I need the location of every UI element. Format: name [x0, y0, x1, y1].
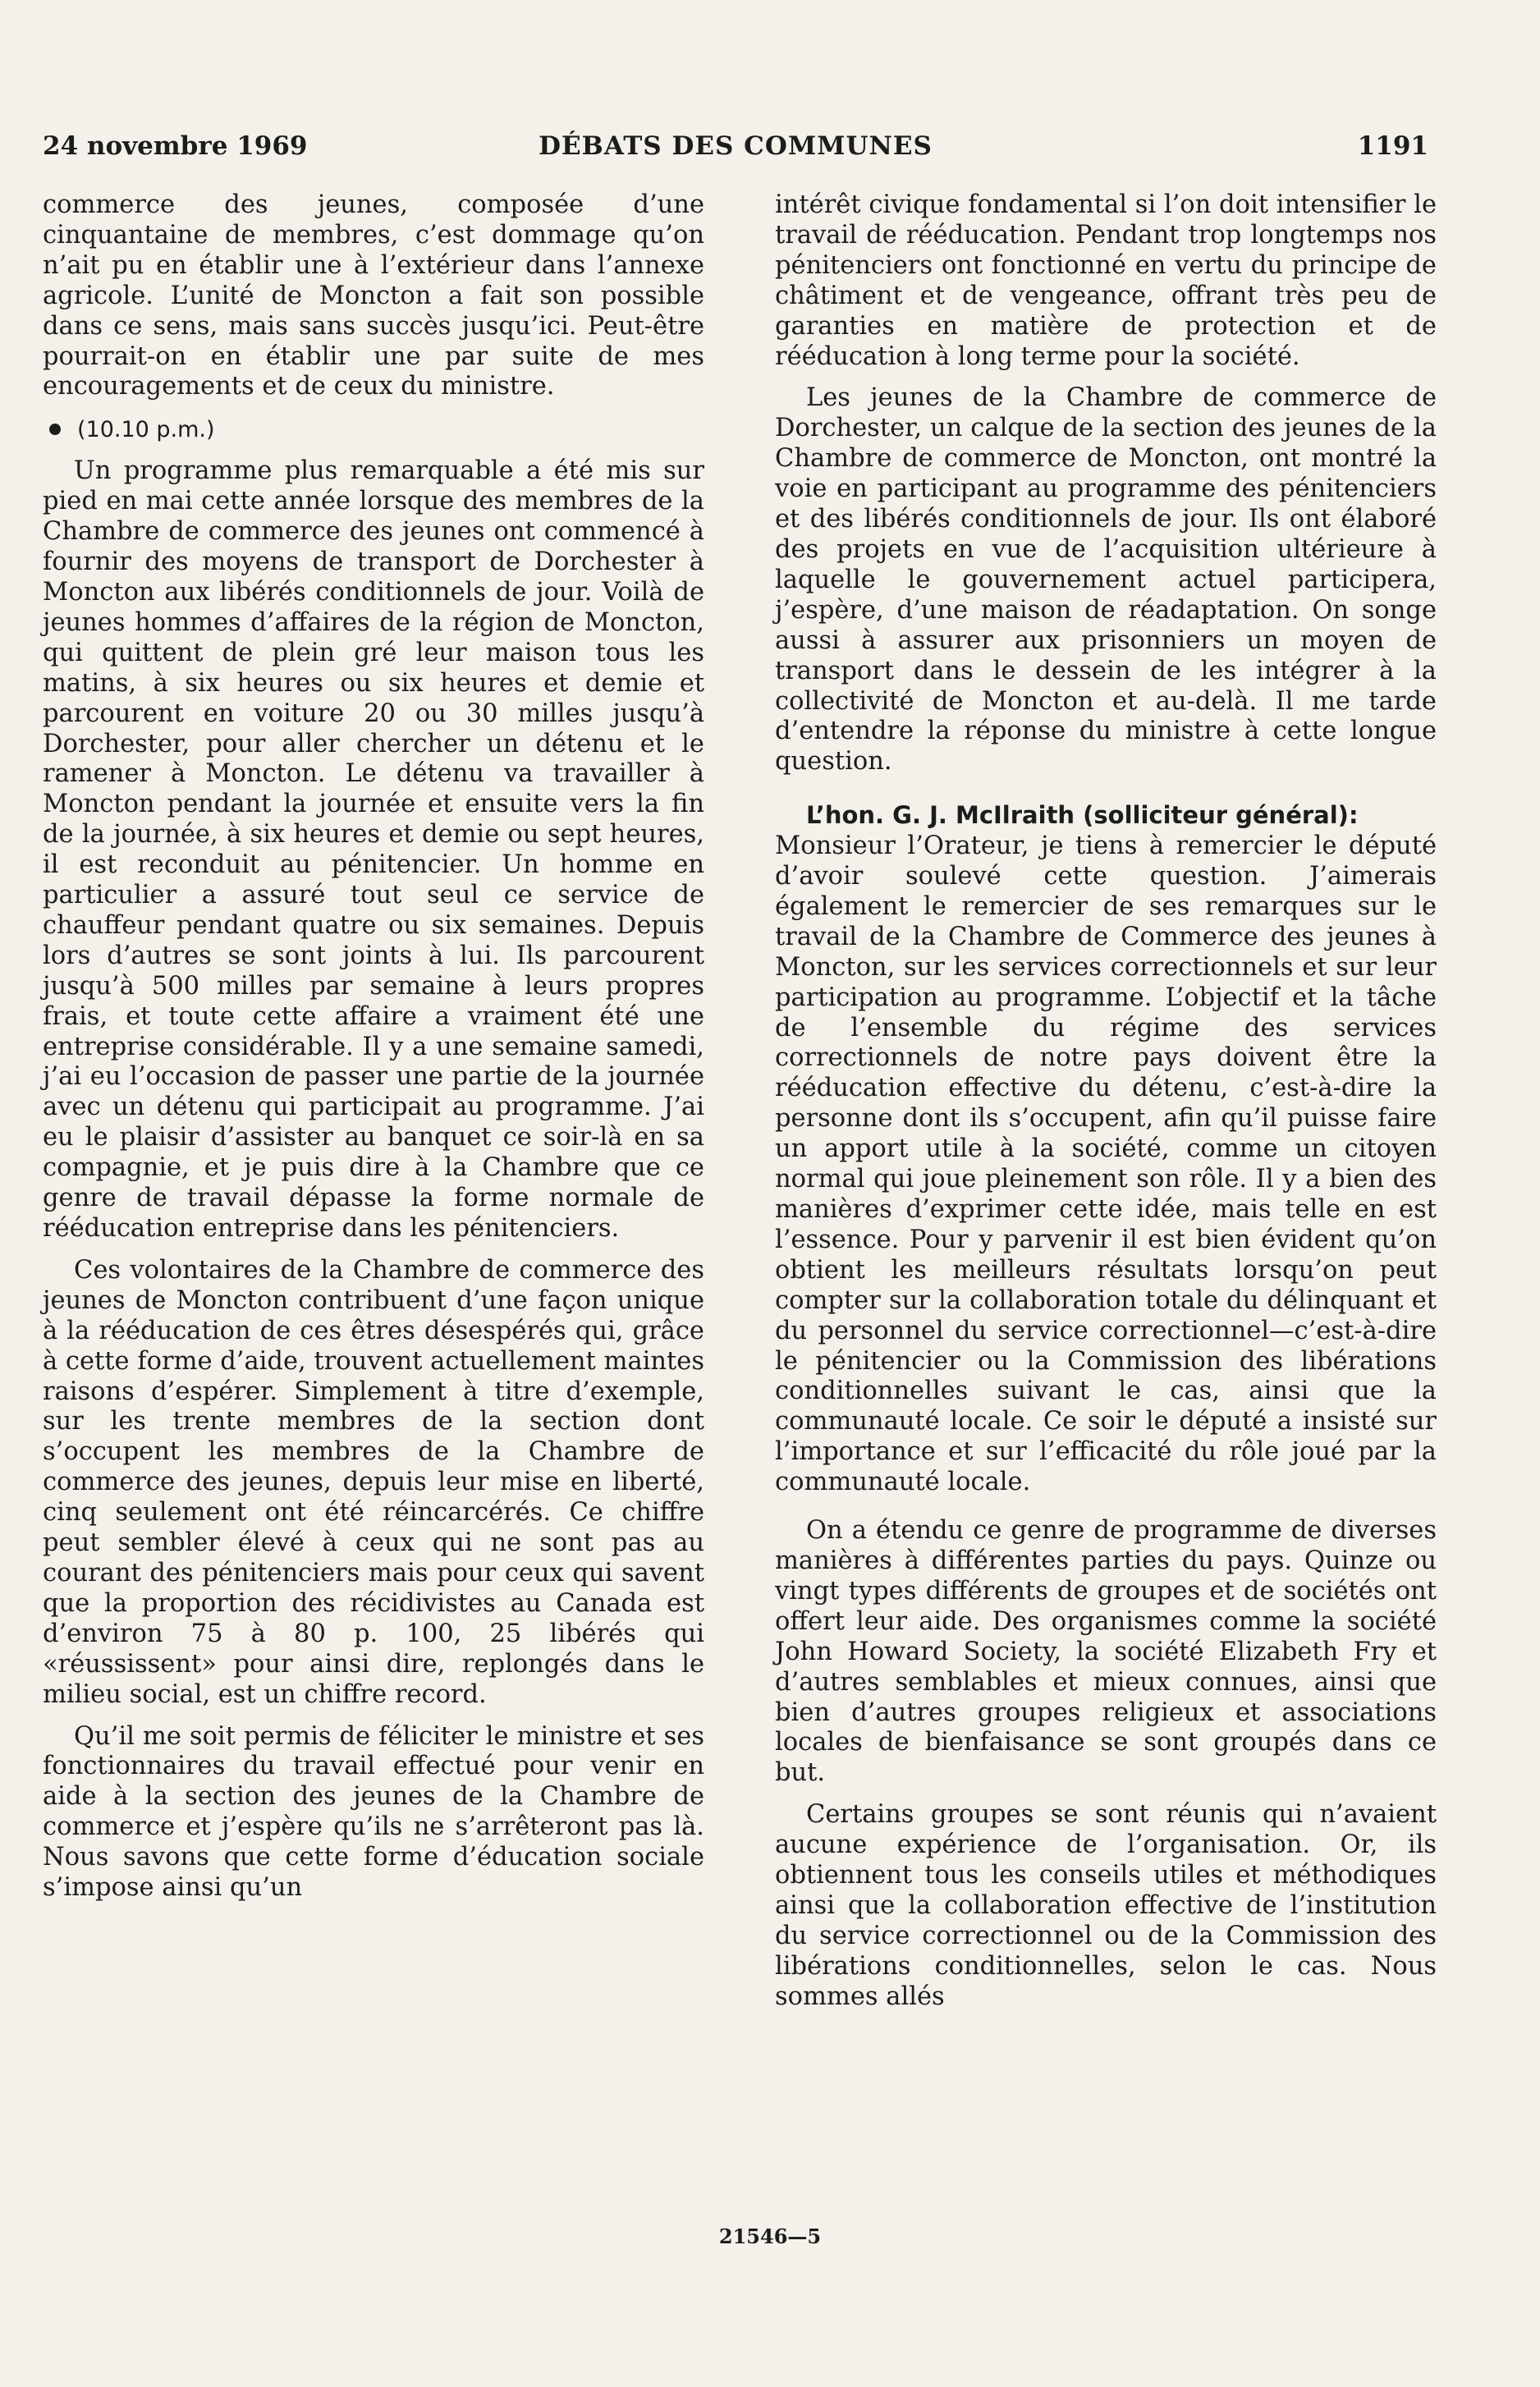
page-footer-signature: 21546—5 — [718, 2224, 822, 2248]
left-column — [43, 190, 704, 1904]
right-paragraph-2: Les jeunes de la Chambre de commerce de Dorchester, un calque de la section des jeunes de la Chambre de commerce de Moncton, ont montré la voie en participant au programme des pénitenciers et des libérés conditionnels de jour. Ils ont élaboré des projets en vue de l’acquisition ultérieure à laquelle le gouvernement actuel participera, j’espère, d’une maison de réadaptation. On songe aussi à assurer aux prisonniers un moyen de transport dans le dessein de les intégrer à la collectivité de Moncton et au-delà. Il me tarde d’entendre la réponse du ministre à cette longue question. — [775, 383, 1437, 777]
page-number: 1191 — [1357, 131, 1428, 161]
time-marker-text: (10.10 p.m.) — [77, 417, 215, 443]
right-paragraph-3: Monsieur l’Orateur, je tiens à remercier le député d’avoir soulevé cette question. J’aimerais également le remercier de ses remarques sur le travail de la Chambre de Commerce des jeunes à Moncton, sur les services correctionnels et sur leur participation au programme. L’objectif et la tâche de l’ensemble du régime des services correctionnels de notre pays doivent être la rééducation effective du détenu, c’est-à-dire la personne dont ils s’occupent, afin qu’il puisse faire un apport utile à la société, comme un citoyen normal qui joue pleinement son rôle. Il y a bien des manières d’exprimer cette idée, mais telle en est l’essence. Pour y parvenir il est bien évident qu’on obtient les meilleurs résultats lorsqu’on peut compter sur la collaboration totale du délinquant et du personnel du service correctionnel—c’est-à-dire le pénitencier ou la Commission des libérations conditionnelles suivant le cas, ainsi que la communauté locale. Ce soir le député a insisté sur l’importance et sur l’efficacité du rôle joué par la communauté locale. — [775, 832, 1437, 1497]
left-paragraph-4: Qu’il me soit permis de féliciter le ministre et ses fonctionnaires du travail effectué pour venir en aide à la section des jeunes de la Chambre de commerce et j’espère qu’ils ne s’arrêteront pas là. Nous savons que cette forme d’éducation sociale s’impose ainsi qu’un — [43, 1721, 704, 1903]
left-paragraph-3: Ces volontaires de la Chambre de commerce des jeunes de Moncton contribuent d’une façon unique à la rééducation de ces êtres désespérés qui, grâce à cette forme d’aide, trouvent actuellement maintes raisons d’espérer. Simplement à titre d’exemple, sur les trente membres de la section dont s’occupent les membres de la Chambre de commerce des jeunes, depuis leur mise en liberté, cinq seulement ont été réincarcérés. Ce chiffre peut sembler élevé à ceux qui ne sont pas au courant des pénitenciers mais pour ceux qui savent que la proportion des récidivistes au Canada est d’environ 75 à 80 p. 100, 25 libérés qui «réussissent» pour ainsi dire, replongés dans le milieu social, est un chiffre record. — [43, 1255, 704, 1709]
header-title: DÉBATS DES COMMUNES — [539, 131, 933, 161]
right-paragraph-4: On a étendu ce genre de programme de diverses manières à différentes parties du pays. Quinze ou vingt types différents de groupes et de sociétés ont offert leur aide. Des organismes comme la société John Howard Society, la société Elizabeth Fry et d’autres semblables et mieux connues, ainsi que bien d’autres groupes religieux et associations locales de bienfaisance se sont groupés dans ce but. — [775, 1516, 1437, 1788]
right-paragraph-1: intérêt civique fondamental si l’on doit intensifier le travail de rééducation. Pendant trop longtemps nos pénitenciers ont fonctionné en vertu du principe de châtiment et de vengeance, offrant très peu de garanties en matière de protection et de rééducation à long terme pour la société. — [775, 190, 1437, 371]
right-paragraph-5: Certains groupes se sont réunis qui n’avaient aucune expérience de l’organisation. Or, ils obtiennent tous les conseils utiles et méthodiques ainsi que la collaboration effective de l’institution du service correctionnel ou de la Commission des libérations conditionnelles, selon le cas. Nous sommes allés — [775, 1800, 1437, 2011]
header-date: 24 novembre 1969 — [43, 131, 308, 161]
speaker-name: L’hon. G. J. McIlraith (solliciteur général): — [806, 801, 1359, 830]
right-column — [775, 190, 1437, 2013]
left-paragraph-1: commerce des jeunes, composée d’une cinquantaine de membres, c’est dommage qu’on n’ait pu en établir une à l’extérieur dans l’annexe agricole. L’unité de Moncton a fait son possible dans ce sens, mais sans succès jusqu’ici. Peut-être pourrait-on en établir une par suite de mes encouragements et de ceux du ministre. — [43, 190, 704, 401]
time-marker — [43, 415, 704, 445]
speaker-paragraph — [775, 800, 1437, 1498]
bullet-icon — [49, 424, 61, 435]
left-paragraph-2: Un programme plus remarquable a été mis sur pied en mai cette année lorsque des membres de la Chambre de commerce des jeunes ont commencé à fournir des moyens de transport de Dorchester à Moncton aux libérés conditionnels de jour. Voilà de jeunes hommes d’affaires de la région de Moncton, qui quittent de plein gré leur maison tous les matins, à six heures ou six heures et demie et parcourent en voiture 20 ou 30 milles jusqu’à Dorchester, pour aller chercher un détenu et le ramener à Moncton. Le détenu va travailler à Moncton pendant la journée et ensuite vers la fin de la journée, à six heures et demie ou sept heures, il est reconduit au pénitencier. Un homme en particulier a assuré tout seul ce service de chauffeur pendant quatre ou six semaines. Depuis lors d’autres se sont joints à lui. Ils parcourent jusqu’à 500 milles par semaine à leurs propres frais, et toute cette affaire a vraiment été une entreprise considérable. Il y a une semaine samedi, j’ai eu l’occasion de passer une partie de la journée avec un détenu qui participait au programme. J’ai eu le plaisir d’assister au banquet ce soir-là en sa compagnie, et je puis dire à la Chambre que ce genre de travail dépasse la forme normale de rééducation entreprise dans les pénitenciers. — [43, 456, 704, 1243]
page-header — [43, 121, 1428, 171]
